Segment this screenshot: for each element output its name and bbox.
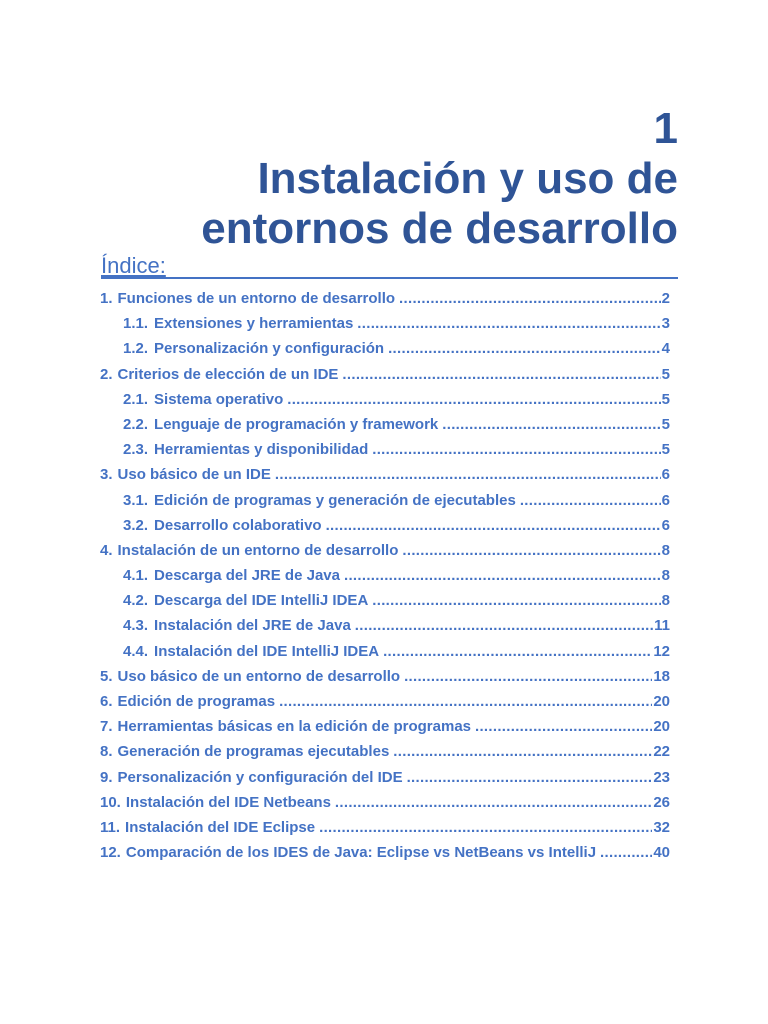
toc-entry[interactable]: [100, 743, 670, 768]
toc-entry[interactable]: [100, 340, 670, 365]
toc-entry-page: 6: [661, 466, 670, 484]
toc-dot-leader: [357, 315, 660, 332]
toc-entry-number: 1.2.: [123, 340, 149, 358]
toc-entry-page: 6: [661, 491, 670, 509]
toc-entry-title: Descarga del IDE IntelliJ IDEA: [154, 592, 369, 610]
toc-dot-leader: [600, 844, 652, 861]
toc-entry-number: 3.1.: [123, 491, 149, 509]
chapter-title-line-1: Instalación y uso de: [257, 154, 678, 203]
toc-entry-number: 3.2.: [123, 516, 149, 534]
toc-dot-leader: [287, 391, 660, 408]
toc-entry-page: 12: [653, 642, 670, 660]
toc-entry-number: 5.: [100, 667, 113, 685]
table-of-contents: [100, 290, 670, 869]
toc-entry-page: 5: [661, 365, 670, 383]
toc-entry-number: 4.4.: [123, 642, 149, 660]
toc-entry-number: 6.: [100, 693, 113, 710]
toc-entry-page: 4: [661, 340, 670, 358]
toc-entry-page: 6: [661, 516, 670, 534]
toc-entry-page: 26: [653, 793, 670, 811]
toc-entry-number: 4.: [100, 541, 113, 559]
toc-entry-page: 32: [653, 818, 670, 836]
toc-entry-number: 4.2.: [123, 592, 149, 610]
toc-entry-title: Desarrollo colaborativo: [154, 516, 322, 534]
toc-entry-title: Extensiones y herramientas: [154, 315, 354, 333]
toc-dot-leader: [342, 366, 660, 383]
toc-dot-leader: [475, 718, 652, 735]
toc-entry-title: Edición de programas: [117, 693, 276, 710]
toc-entry-number: 3.: [100, 466, 113, 484]
chapter-number: 1: [653, 104, 678, 153]
toc-entry-number: 1.: [100, 290, 113, 307]
toc-entry-title: Sistema operativo: [154, 390, 284, 408]
toc-entry[interactable]: [100, 769, 670, 794]
toc-entry[interactable]: [100, 794, 670, 819]
toc-entry[interactable]: [100, 592, 670, 617]
toc-entry-page: 3: [661, 315, 670, 333]
toc-entry-number: 11.: [100, 818, 121, 836]
toc-entry-title: Personalización y configuración: [154, 340, 385, 358]
toc-entry-page: 40: [653, 844, 670, 862]
toc-entry-number: 7.: [100, 718, 113, 736]
toc-entry-title: Generación de programas ejecutables: [117, 743, 390, 761]
toc-entry-number: 1.1.: [123, 315, 149, 333]
toc-entry[interactable]: [100, 819, 670, 844]
toc-entry-title: Descarga del JRE de Java: [154, 567, 340, 585]
toc-entry[interactable]: [100, 441, 670, 466]
toc-dot-leader: [399, 290, 661, 307]
toc-entry-number: 12.: [100, 844, 121, 862]
toc-entry[interactable]: [100, 567, 670, 592]
toc-entry-title: Instalación del IDE IntelliJ IDEA: [154, 642, 380, 660]
chapter-title-line-2: entornos de desarrollo: [201, 204, 678, 253]
toc-dot-leader: [355, 617, 653, 634]
toc-entry-number: 10.: [100, 793, 121, 811]
toc-dot-leader: [275, 466, 661, 483]
toc-dot-leader: [372, 592, 660, 609]
toc-entry-title: Herramientas básicas en la edición de programas: [117, 718, 471, 736]
toc-entry-page: 20: [653, 718, 670, 736]
toc-entry[interactable]: [100, 366, 670, 391]
toc-dot-leader: [520, 492, 661, 509]
toc-entry-title: Instalación del IDE Netbeans: [125, 793, 331, 811]
toc-entry[interactable]: [100, 492, 670, 517]
toc-entry-page: 2: [661, 290, 670, 307]
toc-entry-title: Funciones de un entorno de desarrollo: [117, 290, 396, 307]
toc-entry-page: 20: [653, 693, 670, 710]
toc-entry[interactable]: [100, 643, 670, 668]
toc-dot-leader: [402, 542, 660, 559]
toc-entry-title: Instalación de un entorno de desarrollo: [117, 541, 399, 559]
toc-dot-leader: [372, 441, 660, 458]
toc-dot-leader: [388, 340, 661, 357]
toc-dot-leader: [442, 416, 660, 433]
toc-entry[interactable]: [100, 391, 670, 416]
toc-dot-leader: [383, 643, 652, 660]
toc-entry[interactable]: [100, 466, 670, 491]
toc-entry-page: 5: [661, 441, 670, 459]
toc-entry-title: Personalización y configuración del IDE: [117, 768, 403, 786]
toc-entry[interactable]: [100, 693, 670, 718]
toc-entry-page: 11: [654, 617, 670, 635]
toc-entry-number: 9.: [100, 768, 113, 786]
toc-entry-title: Uso básico de un entorno de desarrollo: [117, 667, 401, 685]
toc-entry-number: 8.: [100, 743, 113, 761]
toc-entry-number: 4.3.: [123, 617, 149, 635]
toc-dot-leader: [335, 794, 652, 811]
toc-entry-page: 23: [653, 768, 670, 786]
toc-entry[interactable]: [100, 416, 670, 441]
chapter-header: [100, 104, 678, 254]
toc-entry-page: 8: [661, 592, 670, 610]
toc-entry[interactable]: [100, 668, 670, 693]
toc-entry-page: 18: [653, 667, 670, 685]
toc-entry-number: 2.2.: [123, 415, 149, 433]
index-heading-label: Índice:: [101, 253, 166, 278]
toc-entry-title: Instalación del IDE Eclipse: [125, 818, 316, 836]
toc-entry[interactable]: [100, 290, 670, 315]
toc-entry-title: Lenguaje de programación y framework: [154, 415, 439, 433]
toc-entry-title: Comparación de los IDES de Java: Eclipse vs NetBeans vs IntelliJ: [125, 844, 597, 862]
toc-entry-title: Criterios de elección de un IDE: [117, 365, 339, 383]
toc-entry[interactable]: [100, 718, 670, 743]
toc-entry[interactable]: [100, 844, 670, 869]
toc-dot-leader: [407, 769, 653, 786]
toc-dot-leader: [279, 693, 652, 710]
toc-entry-title: Instalación del JRE de Java: [154, 617, 351, 635]
index-heading: [101, 254, 678, 279]
toc-entry[interactable]: [100, 315, 670, 340]
toc-entry-page: 5: [661, 415, 670, 433]
toc-entry-number: 2.3.: [123, 441, 149, 459]
toc-entry-number: 2.: [100, 365, 113, 383]
toc-entry-title: Herramientas y disponibilidad: [154, 441, 369, 459]
toc-entry-page: 8: [661, 567, 670, 585]
toc-dot-leader: [319, 819, 652, 836]
toc-dot-leader: [344, 567, 661, 584]
toc-entry-number: 4.1.: [123, 567, 149, 585]
toc-entry-page: 5: [661, 390, 670, 408]
toc-entry[interactable]: [100, 617, 670, 642]
toc-entry-title: Edición de programas y generación de ejecutables: [154, 491, 516, 509]
toc-entry[interactable]: [100, 542, 670, 567]
toc-entry-title: Uso básico de un IDE: [117, 466, 271, 484]
toc-entry-page: 22: [653, 743, 670, 761]
toc-dot-leader: [404, 668, 652, 685]
toc-dot-leader: [393, 743, 652, 760]
toc-dot-leader: [326, 517, 661, 534]
toc-entry[interactable]: [100, 517, 670, 542]
toc-entry-page: 8: [661, 541, 670, 559]
toc-entry-number: 2.1.: [123, 390, 149, 408]
